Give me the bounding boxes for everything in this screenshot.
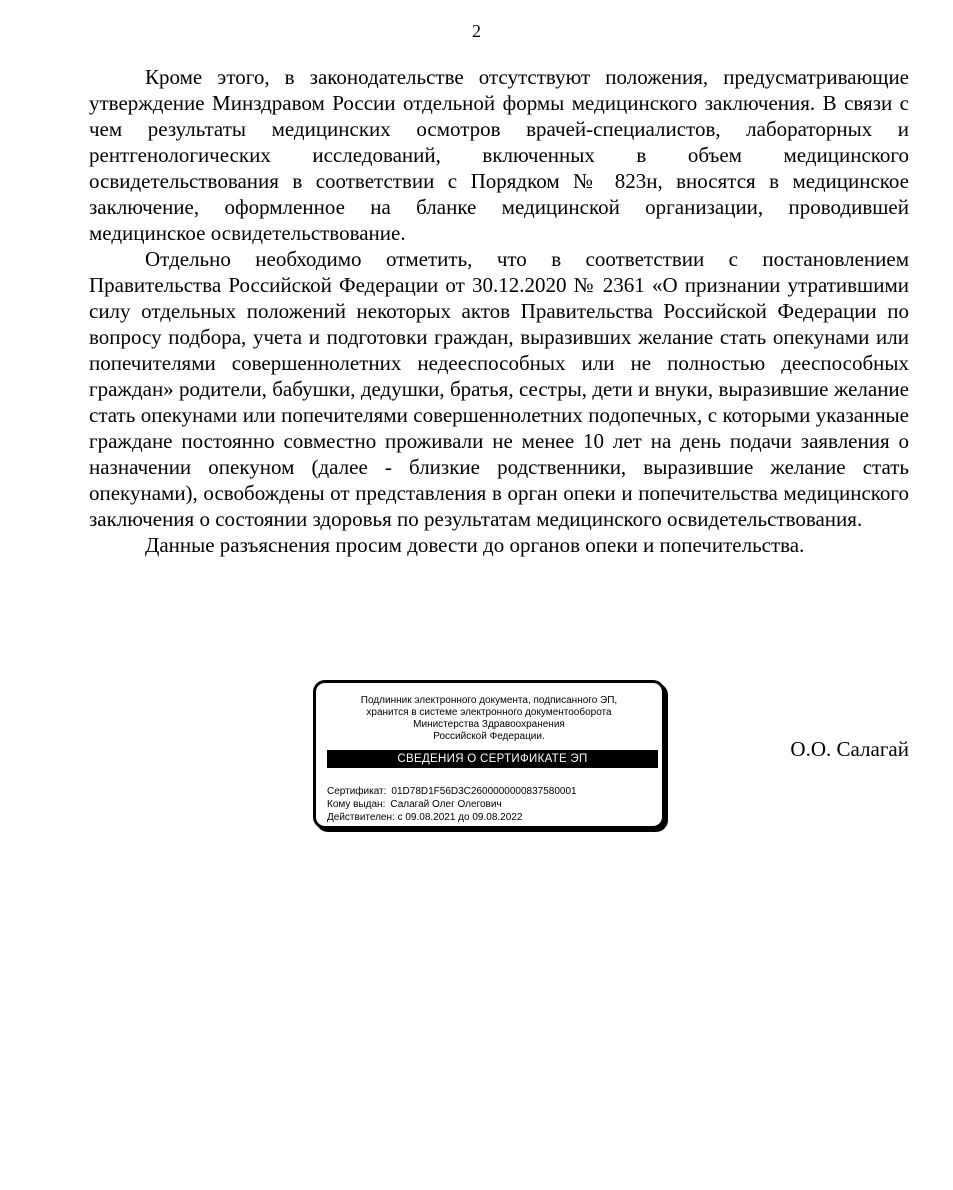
stamp-notice xyxy=(316,695,662,743)
stamp-issued-to-row xyxy=(327,798,577,811)
certificate-label: Сертификат: xyxy=(327,786,387,797)
stamp-notice-line: Министерства Здравоохранения xyxy=(413,719,565,730)
stamp-notice-line: Российской Федерации. xyxy=(433,731,545,742)
stamp-notice-line: хранится в системе электронного документооборота xyxy=(366,707,612,718)
paragraph-medical-conclusion-form: Кроме этого, в законодательстве отсутствуют положения, предусматривающие утверждение Минздравом России отдельной формы медицинского заключения. В связи с чем результаты медицинских осмотров врачей-специалистов, лабораторных и рентгенологических исследований, включенных в объем медицинского освидетельствования в соответствии с Порядком № 823н, вносятся в медицинское заключение, оформленное на бланке медицинской организации, проводившей медицинское освидетельствование. xyxy=(89,65,909,245)
stamp-notice-line: Подлинник электронного документа, подписанного ЭП, xyxy=(360,695,618,706)
stamp-certificate-header: СВЕДЕНИЯ О СЕРТИФИКАТЕ ЭП xyxy=(327,750,658,768)
document-body xyxy=(89,64,909,558)
signatory-name: О.О. Салагай xyxy=(790,737,909,761)
paragraph-request: Данные разъяснения просим довести до органов опеки и попечительства. xyxy=(145,533,805,557)
electronic-signature-stamp xyxy=(313,680,665,829)
paragraph-relatives-exemption: Отдельно необходимо отметить, что в соответствии с постановлением Правительства Российской Федерации от 30.12.2020 № 2361 «О признании утратившими силу отдельных положений некоторых актов Правительства Российской Федерации по вопросу подбора, учета и подготовки граждан, выразивших желание стать опекунами или попечителями совершеннолетних недееспособных или не полностью дееспособных граждан» родители, бабушки, дедушки, братья, сестры, дети и внуки, выразившие желание стать опекунами или попечителями совершеннолетних подопечных, с которыми указанные граждане постоянно совместно проживали не менее 10 лет на день подачи заявления о назначении опекуном (далее - близкие родственники, выразившие желание стать опекунами), освобождены от представления в орган опеки и попечительства медицинского заключения о состоянии здоровья по результатам медицинского освидетельствования. xyxy=(89,247,909,531)
stamp-validity-row: Действителен: с 09.08.2021 до 09.08.2022 xyxy=(327,812,523,823)
issued-to-label: Кому выдан: xyxy=(327,799,386,810)
page-number: 2 xyxy=(472,21,481,41)
issued-to-value: Салагай Олег Олегович xyxy=(390,799,502,810)
certificate-value: 01D78D1F56D3C2600000000837580001 xyxy=(391,786,577,797)
stamp-certificate-details xyxy=(327,785,577,824)
stamp-certificate-row xyxy=(327,785,577,798)
